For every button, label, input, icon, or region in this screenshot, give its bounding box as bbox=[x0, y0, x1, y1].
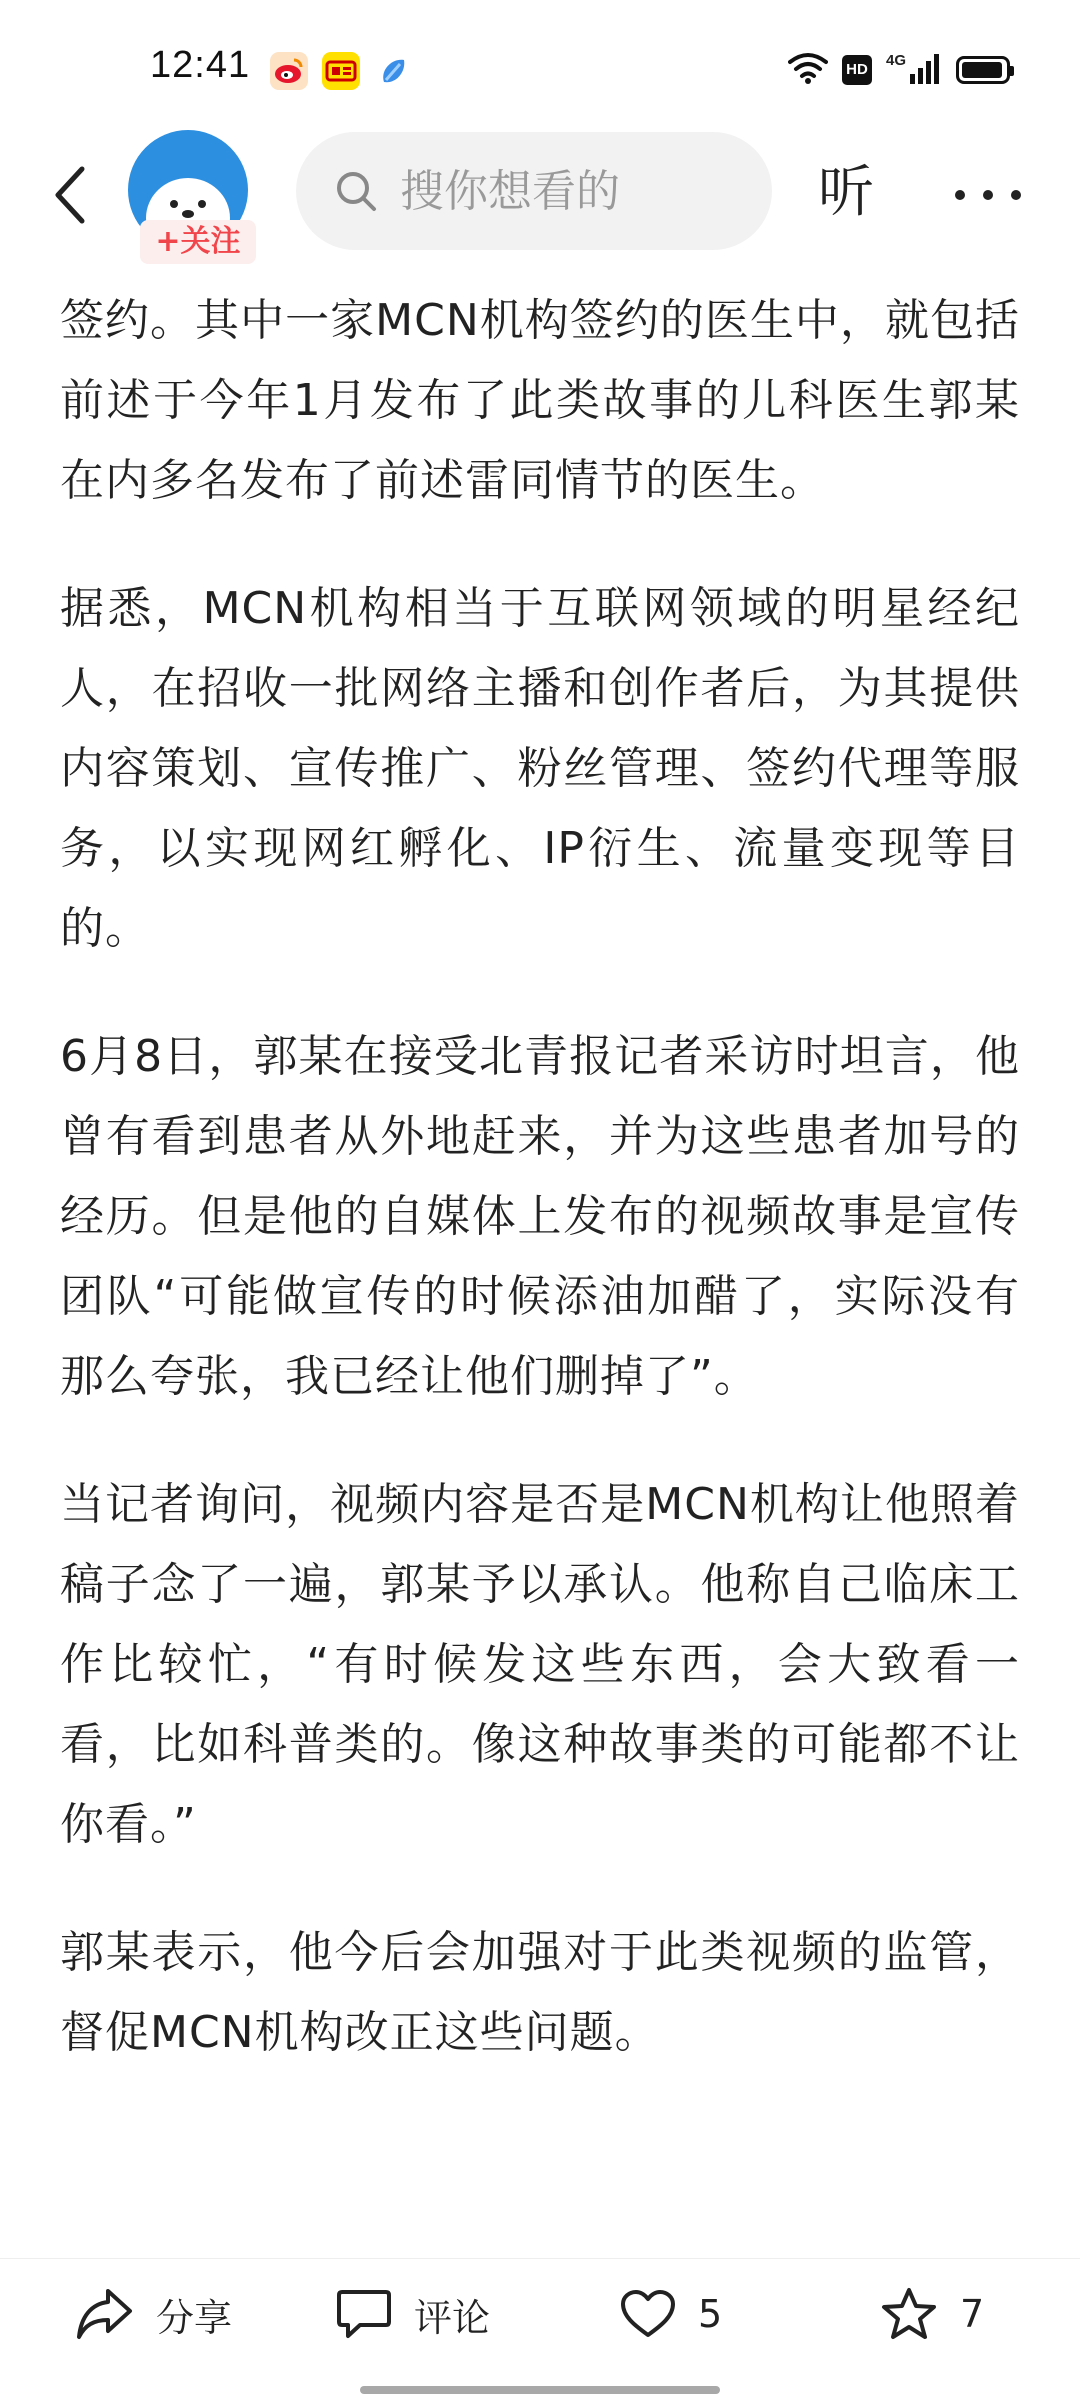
heart-icon bbox=[620, 2289, 676, 2339]
battery-icon bbox=[956, 56, 1010, 84]
wifi-icon bbox=[788, 52, 828, 88]
search-input[interactable] bbox=[398, 165, 722, 218]
like-button[interactable] bbox=[620, 2259, 722, 2369]
share-button[interactable] bbox=[76, 2259, 232, 2369]
follow-button[interactable]: +关注 bbox=[140, 220, 256, 264]
share-label: 分享 bbox=[156, 2295, 233, 2340]
like-count: 5 bbox=[698, 2292, 723, 2336]
favorite-button[interactable] bbox=[880, 2259, 984, 2369]
article-paragraph: 当记者询问，视频内容是否是MCN机构让他照着稿子念了一遍，郭某予以承认。他称自己临床工作比较忙，“有时候发这些东西，会大致看一看，比如科普类的。像这种故事类的可能都不让你看。” bbox=[60, 1479, 1020, 1850]
comment-icon bbox=[336, 2288, 392, 2340]
comment-label: 评论 bbox=[414, 2295, 491, 2340]
search-bar[interactable] bbox=[296, 132, 772, 250]
author-avatar[interactable] bbox=[128, 130, 254, 259]
listen-button[interactable]: 听 bbox=[818, 160, 874, 225]
status-bar bbox=[0, 0, 1080, 140]
signal-icon bbox=[908, 52, 942, 88]
battery-level bbox=[962, 62, 1002, 78]
more-options-button[interactable] bbox=[948, 170, 1028, 220]
network-label: 4G bbox=[885, 51, 906, 69]
share-icon bbox=[76, 2287, 134, 2341]
content-fade bbox=[0, 2220, 1080, 2260]
favorite-count: 7 bbox=[960, 2292, 985, 2336]
back-arrow-icon bbox=[50, 165, 90, 225]
article-body bbox=[60, 281, 1020, 2121]
star-icon bbox=[880, 2286, 938, 2342]
article-paragraph: 郭某表示，他今后会加强对于此类视频的监管，督促MCN机构改正这些问题。 bbox=[60, 1927, 1020, 2058]
back-button[interactable] bbox=[40, 155, 100, 235]
top-nav bbox=[0, 130, 1080, 260]
toutiao-icon bbox=[322, 52, 360, 90]
status-time: 12:41 bbox=[150, 44, 251, 86]
hd-badge: HD bbox=[842, 55, 872, 85]
bottom-action-bar bbox=[0, 2258, 1080, 2401]
search-icon bbox=[332, 167, 380, 215]
more-dots-icon bbox=[953, 188, 1023, 202]
app-icon bbox=[374, 52, 412, 90]
home-indicator[interactable] bbox=[360, 2386, 720, 2394]
weibo-icon bbox=[270, 52, 308, 90]
article-paragraph: 签约。其中一家MCN机构签约的医生中，就包括前述于今年1月发布了此类故事的儿科医生郭某在内多名发布了前述雷同情节的医生。 bbox=[60, 295, 1020, 506]
article-paragraph: 6月8日，郭某在接受北青报记者采访时坦言，他曾有看到患者从外地赶来，并为这些患者加号的经历。但是他的自媒体上发布的视频故事是宣传团队“可能做宣传的时候添油加醋了，实际没有那么夸张，我已经让他们删掉了”。 bbox=[60, 1031, 1020, 1402]
article-paragraph: 据悉，MCN机构相当于互联网领域的明星经纪人，在招收一批网络主播和创作者后，为其提供内容策划、宣传推广、粉丝管理、签约代理等服务，以实现网红孵化、IP衍生、流量变现等目的。 bbox=[60, 583, 1020, 954]
comment-button[interactable] bbox=[336, 2259, 490, 2369]
